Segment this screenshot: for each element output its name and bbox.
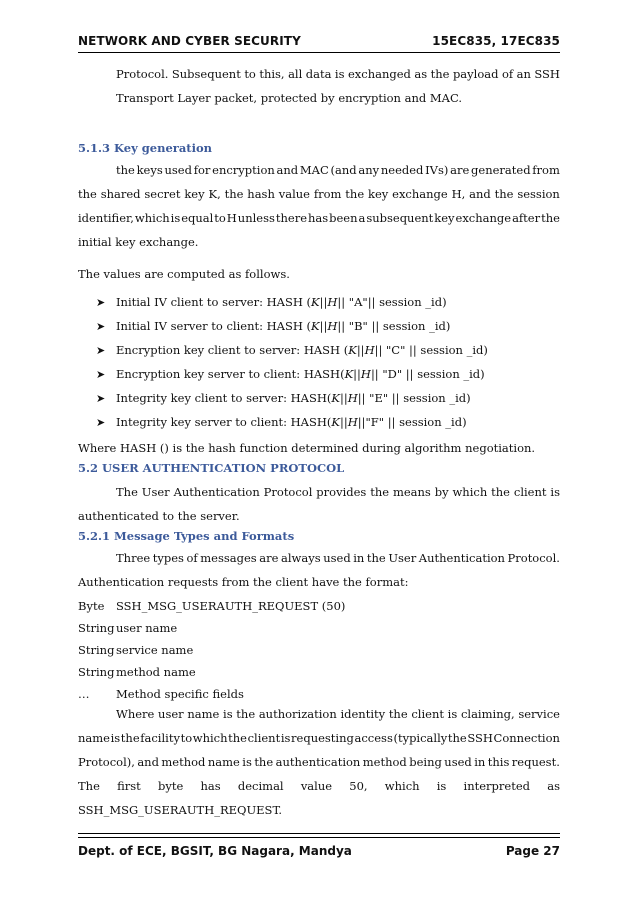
field-name: SSH_MSG_USERAUTH_REQUEST (50) — [116, 599, 346, 613]
footer-department: Dept. of ECE, BGSIT, BG Nagara, Mandya — [78, 844, 352, 858]
word: is — [334, 67, 345, 81]
word: from — [313, 187, 342, 201]
bullet-text-pre: Encryption key client to server: HASH ( — [116, 343, 349, 357]
word: unless — [237, 211, 275, 225]
word: the — [447, 731, 467, 745]
word: has — [200, 779, 221, 793]
bullet-sep: || — [353, 367, 361, 381]
word: authorization — [258, 707, 337, 721]
word: Authentication — [418, 551, 505, 565]
word: K, — [208, 187, 221, 201]
para-line — [116, 550, 560, 566]
word: 50, — [349, 779, 368, 793]
word: H, — [451, 187, 466, 201]
word: are — [450, 163, 470, 177]
word: the — [236, 707, 256, 721]
word: the — [366, 551, 386, 565]
bullet-h: H — [347, 391, 358, 405]
word: secret — [144, 187, 181, 201]
bullet-text-pre: Initial IV client to server: HASH ( — [116, 295, 312, 309]
format-field-row — [78, 642, 560, 658]
word: authentication — [275, 755, 361, 769]
values-intro: The values are computed as follows. — [78, 267, 290, 281]
bullet-k: K — [344, 367, 354, 381]
word: service — [518, 707, 560, 721]
word: shared — [100, 187, 141, 201]
bullet-text-post: || "E" || session _id) — [357, 391, 471, 405]
intro-line-1 — [116, 66, 560, 82]
word: keys — [136, 163, 163, 177]
word: for — [193, 163, 211, 177]
word: Protocol — [263, 485, 313, 499]
para-line: Authentication requests from the client have the format: — [78, 575, 409, 589]
word: is — [447, 707, 458, 721]
para-line — [78, 778, 560, 794]
para-line — [78, 186, 560, 202]
format-field-row — [78, 620, 560, 636]
word: is — [170, 211, 181, 225]
para-line: SSH_MSG_USERAUTH_REQUEST. — [78, 803, 283, 817]
word: the — [491, 485, 510, 499]
word: has — [307, 211, 329, 225]
bullet-text-pre: Integrity key server to client: HASH( — [116, 415, 332, 429]
word: the — [388, 707, 408, 721]
page-footer — [78, 844, 560, 858]
word: the — [120, 731, 140, 745]
arrow-bullet-icon: ➤ — [96, 392, 106, 405]
word: request. — [511, 755, 560, 769]
word: client — [513, 485, 547, 499]
para-line: authenticated to the server. — [78, 509, 240, 523]
bullet-h: H — [347, 415, 358, 429]
bullet-h: H — [327, 295, 338, 309]
word: key — [368, 187, 389, 201]
field-name: Method specific fields — [116, 687, 244, 701]
word: the — [116, 163, 135, 177]
bullet-text-pre: Encryption key server to client: HASH( — [116, 367, 345, 381]
word: and — [276, 163, 299, 177]
word: session — [517, 187, 560, 201]
word: payload — [452, 67, 499, 81]
para-line — [78, 754, 560, 770]
word: is — [550, 485, 560, 499]
word: hash — [247, 187, 275, 201]
word: Protocol. — [507, 551, 560, 565]
bullet-h: H — [327, 319, 338, 333]
arrow-bullet-icon: ➤ — [96, 416, 106, 429]
word: in — [474, 755, 486, 769]
bullet-text-pre: Integrity key client to server: HASH( — [116, 391, 332, 405]
para-line — [116, 162, 560, 178]
word: method — [161, 755, 206, 769]
word: client — [411, 707, 444, 721]
word: equal — [181, 211, 214, 225]
page-number: Page 27 — [505, 844, 560, 858]
word: MAC — [299, 163, 329, 177]
hash-note: Where HASH () is the hash function determined during algorithm negotiation. — [78, 441, 536, 455]
word: the — [345, 187, 365, 201]
page-header — [78, 34, 560, 48]
header-course-codes: 15EC835, 17EC835 — [432, 34, 560, 48]
word: being — [409, 755, 442, 769]
word: which — [452, 485, 488, 499]
word: (typically — [393, 731, 448, 745]
bullet-sep: || — [339, 391, 348, 405]
word: facility — [140, 731, 180, 745]
format-field-row — [78, 664, 560, 680]
bullet-item — [96, 414, 560, 431]
footer-rule — [78, 833, 560, 834]
word: of — [501, 67, 514, 81]
format-field-row — [78, 686, 560, 702]
word: the — [224, 187, 244, 201]
arrow-bullet-icon: ➤ — [96, 296, 106, 309]
para-line — [116, 484, 560, 500]
bullet-item — [96, 366, 560, 383]
word: exchange — [392, 187, 448, 201]
word: the — [494, 187, 514, 201]
field-type: Byte — [78, 599, 105, 613]
word: used — [444, 755, 472, 769]
field-name: method name — [116, 665, 196, 679]
word: types — [152, 551, 184, 565]
word: User — [141, 485, 170, 499]
para-line — [116, 706, 560, 722]
bullet-item — [96, 318, 560, 335]
bullet-k: K — [331, 391, 340, 405]
word: this — [487, 755, 510, 769]
word: all — [288, 67, 303, 81]
word: identity — [340, 707, 386, 721]
bullet-text-post: || "C" || session _id) — [374, 343, 488, 357]
section-heading-5-2: 5.2 USER AUTHENTICATION PROTOCOL — [78, 461, 345, 475]
word: any — [358, 163, 380, 177]
word: value — [300, 779, 333, 793]
word: Subsequent — [171, 67, 241, 81]
bullet-text-post: || "B" || session _id) — [337, 319, 451, 333]
word: Three — [116, 551, 151, 565]
word: encryption — [212, 163, 275, 177]
word: the — [370, 485, 390, 499]
format-field-row — [78, 598, 560, 614]
word: SSH — [534, 67, 560, 81]
word: the — [228, 731, 247, 745]
word: needed — [380, 163, 424, 177]
word: SSH — [467, 731, 493, 745]
word: decimal — [237, 779, 284, 793]
word: is — [280, 731, 291, 745]
bullet-k: K — [311, 295, 320, 309]
word: identifier, — [78, 211, 134, 225]
bullet-k: K — [311, 319, 320, 333]
arrow-bullet-icon: ➤ — [96, 344, 106, 357]
word: which — [192, 731, 228, 745]
word: this, — [259, 67, 285, 81]
word: a — [358, 211, 366, 225]
header-title: NETWORK AND CYBER SECURITY — [78, 34, 301, 48]
word: which — [384, 779, 420, 793]
word: interpreted — [463, 779, 531, 793]
word: name — [78, 731, 110, 745]
word: is — [110, 731, 121, 745]
word: name — [187, 707, 220, 721]
word: byte — [158, 779, 184, 793]
bullet-item — [96, 294, 560, 311]
section-heading-5-2-1: 5.2.1 Message Types and Formats — [78, 529, 295, 543]
word: key — [184, 187, 205, 201]
word: Protocol. — [116, 67, 169, 81]
word: generated — [471, 163, 531, 177]
bullet-text-post: ||"F" || session _id) — [357, 415, 467, 429]
word: user — [158, 707, 184, 721]
word: and — [137, 755, 159, 769]
word: is — [242, 755, 252, 769]
word: the — [430, 67, 450, 81]
word: means — [392, 485, 431, 499]
field-type: String — [78, 665, 115, 679]
word: an — [516, 67, 531, 81]
arrow-bullet-icon: ➤ — [96, 320, 106, 333]
field-type: … — [78, 687, 90, 701]
intro-line-2: Transport Layer packet, protected by encryption and MAC. — [116, 91, 463, 105]
word: (and — [330, 163, 357, 177]
para-line — [78, 730, 560, 746]
word: Where — [116, 707, 155, 721]
word: the — [254, 755, 274, 769]
bullet-text-pre: Initial IV server to client: HASH ( — [116, 319, 312, 333]
bullet-item — [96, 390, 560, 407]
bullet-h: H — [364, 343, 375, 357]
word: value — [278, 187, 310, 201]
word: provides — [316, 485, 367, 499]
word: used — [323, 551, 351, 565]
bullet-item — [96, 342, 560, 359]
word: Protocol), — [78, 755, 135, 769]
word: Authentication — [173, 485, 260, 499]
word: and — [469, 187, 491, 201]
footer-rule-thin — [78, 837, 560, 838]
bullet-sep: || — [319, 295, 328, 309]
word: are — [259, 551, 279, 565]
word: to — [244, 67, 256, 81]
word: always — [281, 551, 321, 565]
word: of — [186, 551, 198, 565]
word: messages — [200, 551, 257, 565]
word: as — [547, 779, 560, 793]
bullet-sep: || — [319, 319, 328, 333]
word: is — [436, 779, 447, 793]
para-line — [78, 210, 560, 226]
word: claiming, — [460, 707, 515, 721]
word: been — [329, 211, 358, 225]
word: to — [180, 731, 193, 745]
word: after — [512, 211, 541, 225]
word: The — [116, 485, 138, 499]
word: The — [78, 779, 100, 793]
word: client — [247, 731, 281, 745]
arrow-bullet-icon: ➤ — [96, 368, 106, 381]
word: H — [226, 211, 237, 225]
bullet-k: K — [331, 415, 340, 429]
word: subsequent — [366, 211, 434, 225]
word: exchanged — [347, 67, 411, 81]
field-name: user name — [116, 621, 178, 635]
word: IVs) — [425, 163, 449, 177]
section-heading-5-1-3: 5.1.3 Key generation — [78, 141, 213, 155]
word: name — [207, 755, 240, 769]
word: key — [434, 211, 455, 225]
bullet-sep: || — [339, 415, 348, 429]
word: as — [414, 67, 428, 81]
field-type: String — [78, 621, 115, 635]
word: the — [541, 211, 560, 225]
word: in — [353, 551, 365, 565]
word: the — [78, 187, 97, 201]
word: requesting — [291, 731, 354, 745]
bullet-sep: || — [356, 343, 365, 357]
bullet-h: H — [360, 367, 371, 381]
word: Connection — [493, 731, 560, 745]
word: data — [305, 67, 332, 81]
word: User — [388, 551, 417, 565]
bullet-k: K — [348, 343, 357, 357]
word: from — [532, 163, 560, 177]
field-type: String — [78, 643, 115, 657]
word: access — [354, 731, 393, 745]
word: by — [434, 485, 449, 499]
field-name: service name — [116, 643, 194, 657]
word: to — [214, 211, 226, 225]
word: is — [223, 707, 233, 721]
word: used — [164, 163, 192, 177]
word: exchange — [455, 211, 512, 225]
para-line: initial key exchange. — [78, 235, 199, 249]
word: method — [362, 755, 407, 769]
header-rule — [78, 52, 560, 53]
word: first — [117, 779, 141, 793]
word: which — [134, 211, 170, 225]
word: there — [275, 211, 308, 225]
bullet-text-post: || "D" || session _id) — [370, 367, 485, 381]
bullet-text-post: || "A"|| session _id) — [337, 295, 447, 309]
